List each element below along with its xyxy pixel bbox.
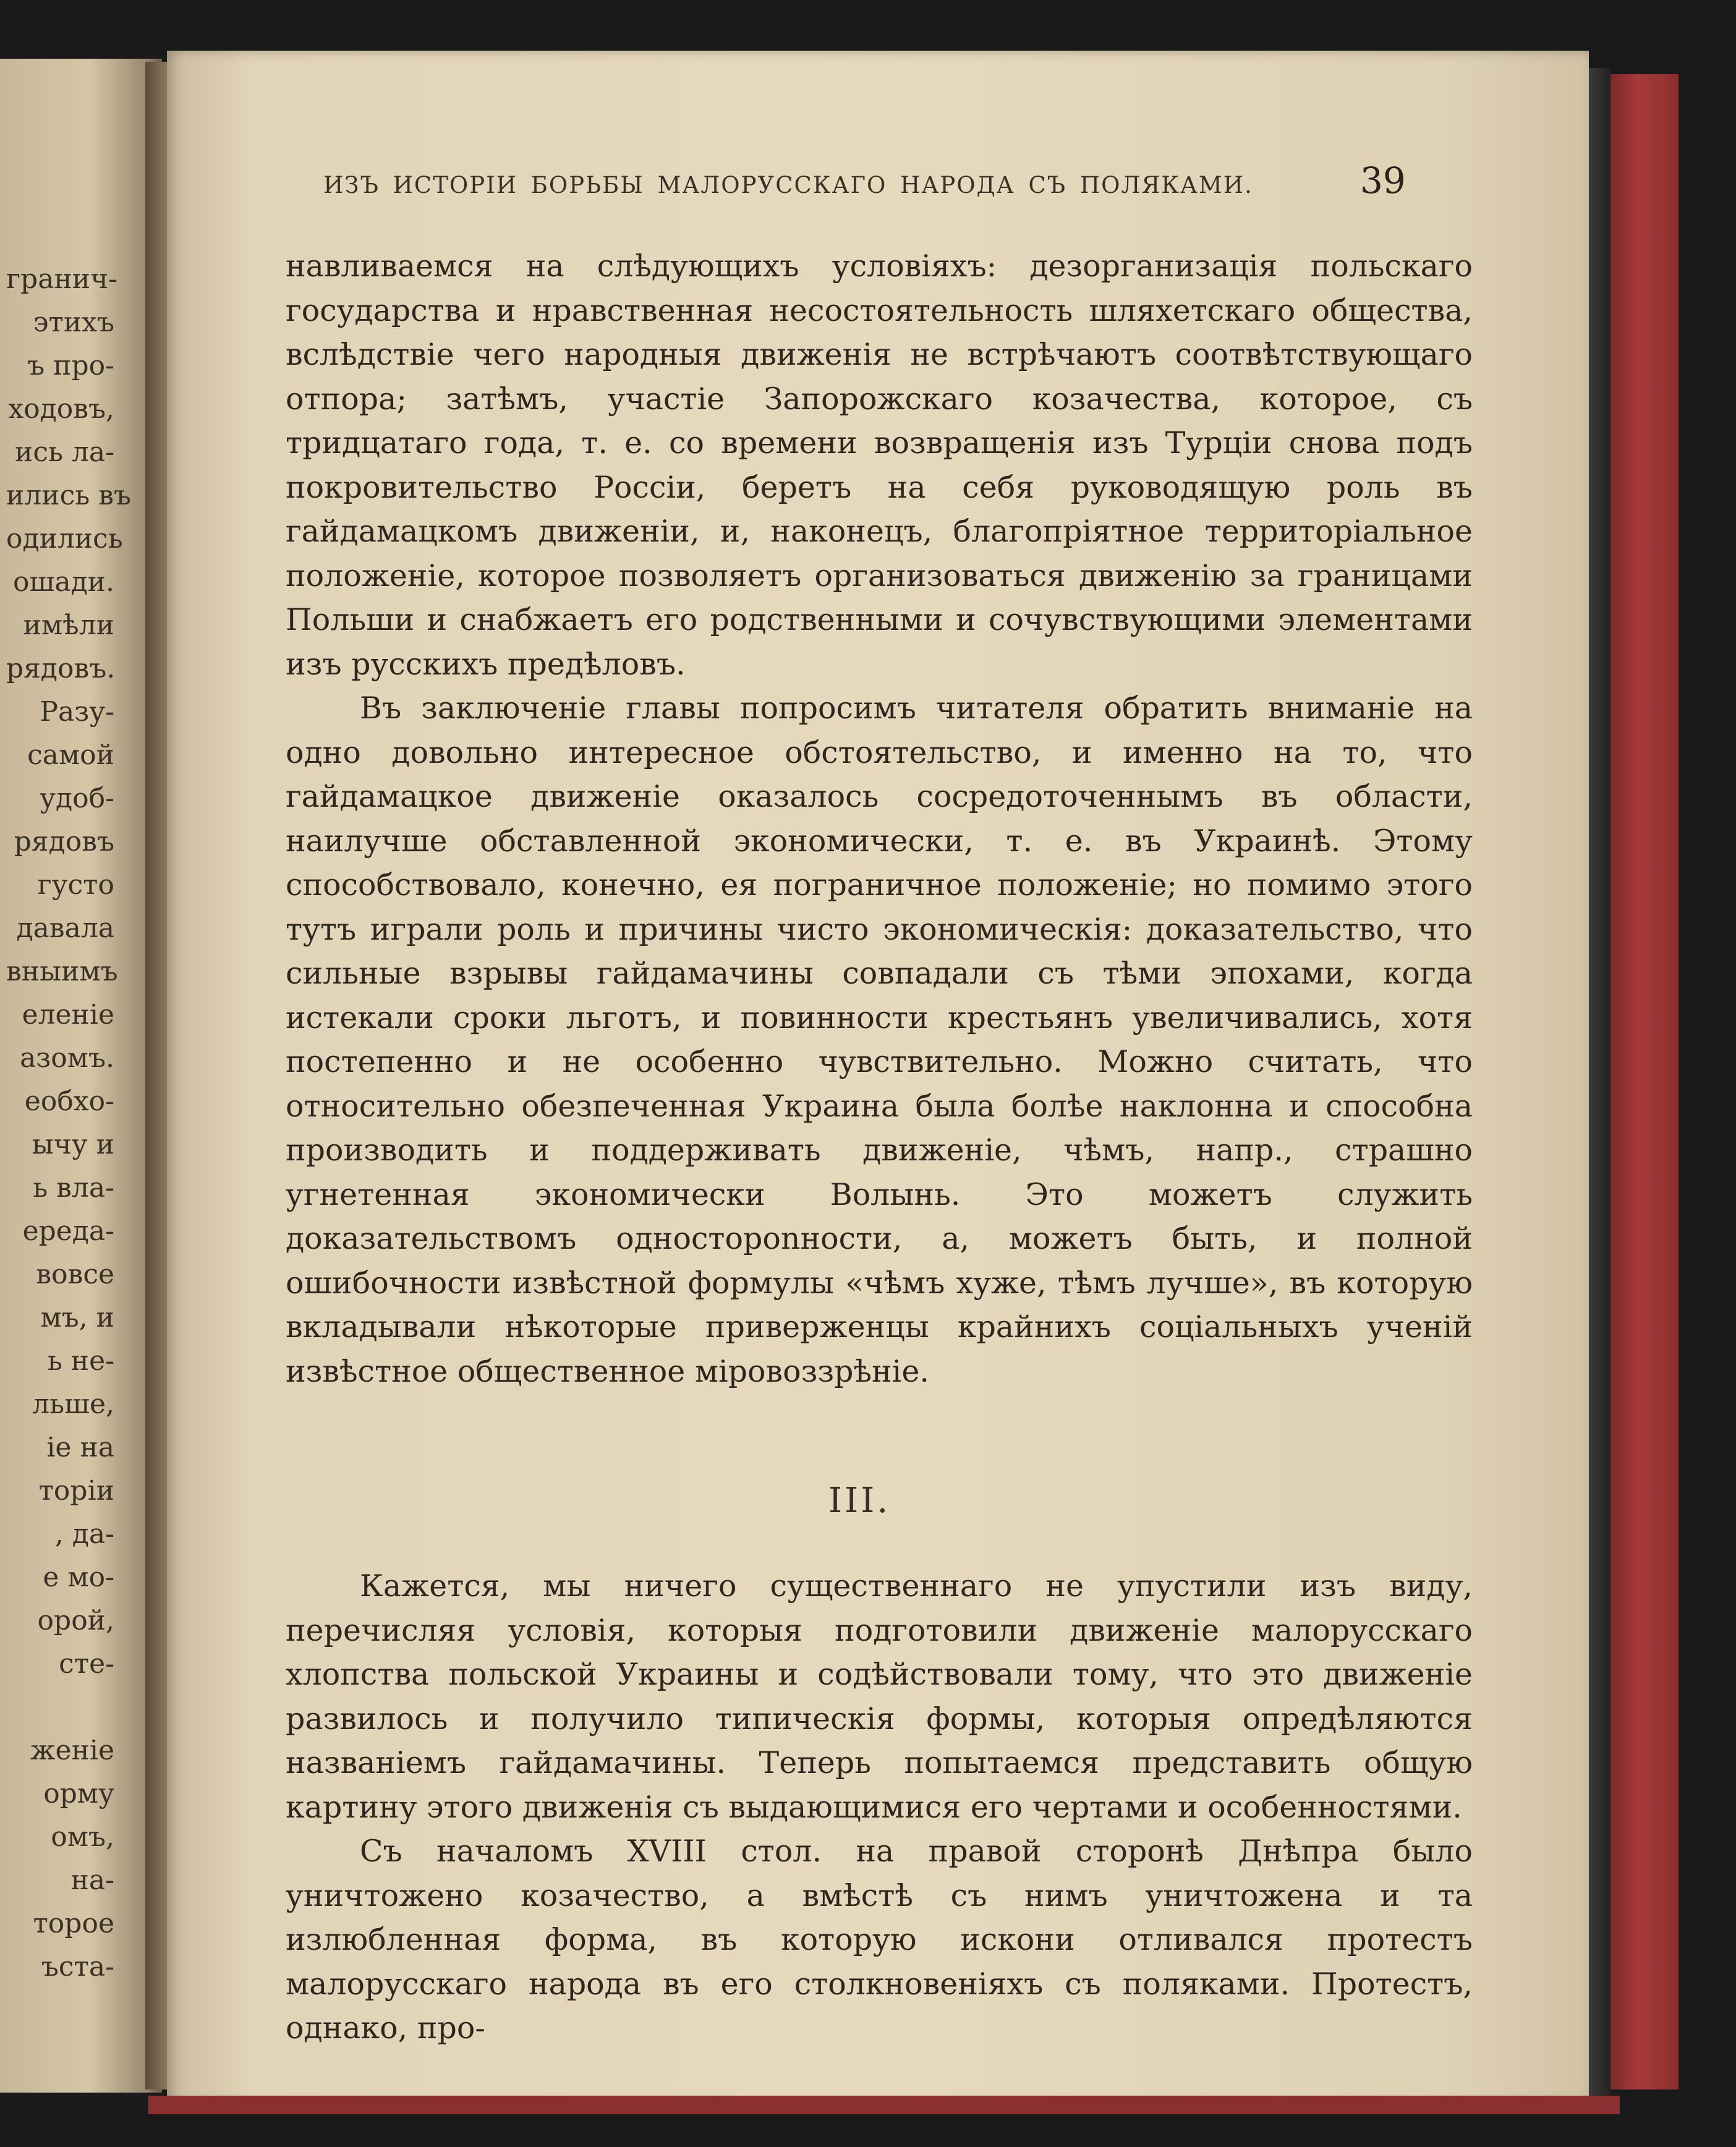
- left-page-fragment: ереда-: [22, 1215, 114, 1247]
- left-page-fragment: давала: [16, 912, 114, 944]
- left-page-fragment: льше,: [32, 1388, 114, 1420]
- left-page-fragment: іе на: [46, 1432, 114, 1463]
- paragraph: Кажется, мы ничего существеннаго не упустили изъ виду, перечисляя условія, которыя подготовили движеніе малорусскаго хлопства польской Украины и содѣйствовали тому, что это движеніе развилось и получило типическія формы, которыя опредѣляются названіемъ гайдамачины. Теперь попытаемся представить общую картину этого движенія съ выдающимися его чертами и особенностями.: [286, 1568, 1473, 1825]
- running-head: ИЗЪ ИСТОРІИ БОРЬБЫ МАЛОРУССКАГО НАРОДА СЪ ПОЛЯКАМИ.: [323, 172, 1253, 198]
- text-block-upper: [286, 244, 1473, 1393]
- left-page-fragment: на-: [70, 1864, 114, 1896]
- left-page-fragment: рядовъ.: [6, 653, 116, 684]
- left-page-fragment: ись ла-: [15, 436, 114, 468]
- left-page-fragment: мъ, и: [40, 1302, 114, 1333]
- left-page-fragment: женіе: [30, 1735, 114, 1766]
- left-page-fragment: ошади.: [12, 566, 114, 598]
- left-page-fragment: самой: [27, 739, 114, 771]
- left-page-fragment: этихъ: [33, 307, 114, 338]
- left-page-fragment: орой,: [37, 1605, 114, 1636]
- left-page-fragment: е мо-: [43, 1562, 114, 1593]
- left-page-fragment: ычу и: [32, 1129, 114, 1160]
- left-page-fragment: торіи: [38, 1475, 114, 1507]
- page-edge: [1589, 68, 1610, 2102]
- left-page-fragment: ились въ: [6, 480, 131, 511]
- left-page-fragment: еобхо-: [24, 1086, 114, 1117]
- left-page-fragment: гранич-: [6, 263, 118, 295]
- left-page-fragment: ъста-: [41, 1951, 114, 1983]
- left-page-fragment: густо: [37, 869, 114, 901]
- left-page-fragment: омъ,: [51, 1821, 114, 1853]
- left-page-fragment: орму: [43, 1778, 114, 1809]
- left-page-fragment: удоб-: [40, 783, 114, 814]
- left-page-fragment: рядовъ: [14, 826, 114, 857]
- paragraph: Съ началомъ XVIII стол. на правой сторонѣ Днѣпра было уничтожено козачество, а вмѣстѣ съ нимъ уничтожена и та излюбленная форма, въ которую искони отливался протестъ малорусскаго народа въ его столкновеніяхъ съ поляками. Протестъ, однако, про-: [286, 1834, 1473, 2046]
- section-heading: III.: [828, 1481, 891, 1521]
- left-page-fragment: азомъ.: [20, 1042, 114, 1074]
- left-page-fragment: одились: [6, 523, 123, 555]
- left-page-fragment: ъ про-: [27, 350, 114, 381]
- left-page-fragment: сте-: [59, 1648, 114, 1680]
- book-cover-bottom: [148, 2096, 1620, 2114]
- book-cover: [1610, 74, 1679, 2090]
- left-page-fragment: имѣли: [23, 610, 114, 641]
- left-page-fragment: еленіе: [22, 999, 114, 1031]
- left-page: [0, 59, 162, 2093]
- left-page-fragment: вныимъ: [6, 956, 118, 987]
- left-page-fragment: Разу-: [40, 696, 114, 728]
- left-page-fragment: вовсе: [36, 1259, 114, 1290]
- paragraph: Въ заключеніе главы попросимъ читателя обратить вниманіе на одно довольно интересное обстоятельство, и именно на то, что гайдамацкое движеніе оказалось сосредоточеннымъ въ области, наилучше обставленной экономически, т. е. въ Украинѣ. Этому способствовало, конечно, ея пограничное положеніе; но помимо этого тутъ играли роль и причины чисто экономическія: доказательство, что сильные взрывы гайдамачины совпадали съ тѣми эпохами, когда истекали сроки льготъ, и повинности крестьянъ увеличивались, хотя постепенно и не особенно чувствительно. Можно считать, что относительно обезпеченная Украина была болѣе наклонна и способна производить и поддерживать движеніе, чѣмъ, напр., страшно угнетенная экономически Волынь. Это можетъ служить доказательствомъ одностороnности, а, можетъ быть, и полной ошибочности извѣстной формулы «чѣмъ хуже, тѣмъ лучше», въ которую вкладывали нѣкоторые приверженцы крайнихъ соціальныхъ ученій извѣстное общественное міровоззрѣніе.: [286, 691, 1473, 1389]
- page-number: 39: [1360, 159, 1406, 202]
- left-page-fragment: ь не-: [47, 1345, 114, 1377]
- left-page-fragment: ходовъ,: [8, 393, 114, 425]
- left-page-fragment: торое: [33, 1908, 114, 1939]
- paragraph: навливаемся на слѣдующихъ условіяхъ: дезорганизація польскаго государства и нравственная несостоятельность шляхетскаго общества, вслѣдствіе чего народныя движенія не встрѣчаютъ соотвѣтствующаго отпора; затѣмъ, участіе Запорожскаго козачества, которое, съ тридцатаго года, т. е. со времени возвращенія изъ Турціи снова подъ покровительство Россіи, беретъ на себя руководящую роль въ гайдамацкомъ движеніи, и, наконецъ, благопріятное территоріальное положеніе, которое позволяетъ организоваться движенію за границами Польши и снабжаетъ его родственными и сочувствующими элементами изъ русскихъ предѣловъ.: [286, 249, 1473, 682]
- left-page-fragment: ь вла-: [33, 1172, 114, 1204]
- text-block-lower: [286, 1564, 1473, 2051]
- left-page-fragment: , да-: [54, 1518, 114, 1550]
